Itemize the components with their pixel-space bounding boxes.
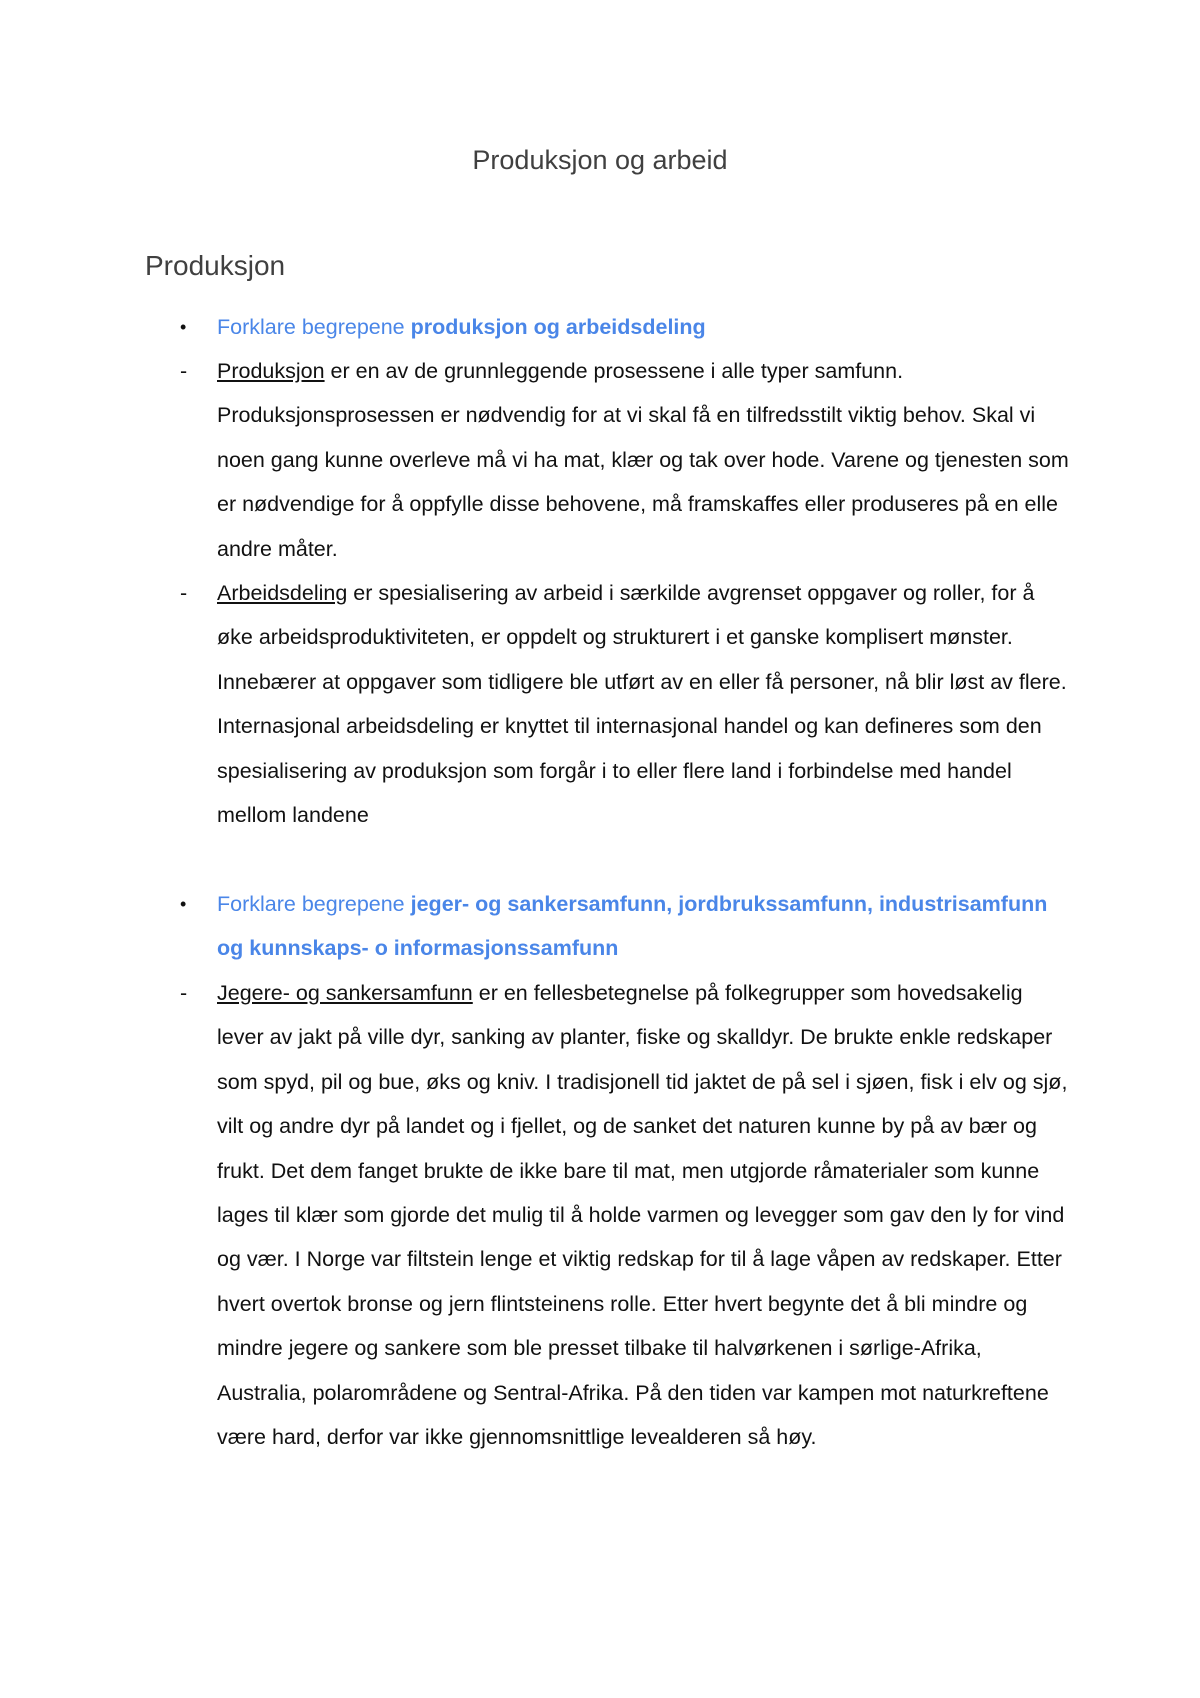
dash-item-arbeidsdeling — [180, 571, 1072, 837]
term-arbeidsdeling: Arbeidsdeling — [217, 581, 348, 605]
definition-produksjon: er en av de grunnleggende prosessene i alle typer samfunn. Produksjonsprosessen er nødvendig for at vi skal få en tilfredsstilt viktig behov. Skal vi noen gang kunne overleve må vi ha mat, klær og tak over hode. Varene og tjenesten som er nødvendige for å oppfylle disse behovene, må framskaffes eller produseres på en elle andre måter. — [217, 359, 1069, 561]
bullet-marker: • — [180, 317, 187, 337]
term-produksjon: Produksjon — [217, 359, 325, 383]
term-jegere-og-sankersamfunn: Jegere- og sankersamfunn — [217, 981, 473, 1005]
bullet-marker: • — [180, 894, 187, 914]
bullet-terms: produksjon og arbeidsdeling — [410, 315, 706, 339]
dash-item-jegere-og-sankersamfunn — [180, 971, 1072, 1459]
section-heading: Produksjon — [145, 250, 286, 281]
bullet-item-1 — [180, 305, 1072, 349]
dash-marker: - — [180, 981, 188, 1005]
dash-marker: - — [180, 359, 188, 383]
dash-item-produksjon — [180, 349, 1072, 571]
bullet-prefix: Forklare begrepene — [217, 315, 411, 339]
definition-jegere-og-sankersamfunn: er en fellesbetegnelse på folkegrupper som hovedsakelig lever av jakt på ville dyr, sanking av planter, fiske og skalldyr. De brukte enkle redskaper som spyd, pil og bue, øks og kniv. I tradisjonell tid jaktet de på sel i sjøen, fisk i elv og sjø, vilt og andre dyr på landet og i fjellet, og de sanket det naturen kunne by på av bær og frukt. Det dem fanget brukte de ikke bare til mat, men utgjorde råmaterialer som kunne lages til klær som gjorde det mulig til å holde varmen og levegger som gav den ly for vind og vær. I Norge var filtstein lenge et viktig redskap for til å lage våpen av redskaper. Etter hvert overtok bronse og jern flintsteinens rolle. Etter hvert begynte det å bli mindre og mindre jegere og sankere som ble presset tilbake til halvørkenen i sørlige-Afrika, Australia, polarområdene og Sentral-Afrika. På den tiden var kampen mot naturkreftene være hard, derfor var ikke gjennomsnittlige levealderen så høy. — [217, 981, 1068, 1450]
definition-arbeidsdeling: er spesialisering av arbeid i særkilde avgrenset oppgaver og roller, for å øke arbeidsproduktiviteten, er oppdelt og strukturert i et ganske komplisert mønster. Innebærer at oppgaver som tidligere ble utført av en eller få personer, nå blir løst av flere. Internasjonal arbeidsdeling er knyttet til internasjonal handel og kan defineres som den spesialisering av produksjon som forgår i to eller flere land i forbindelse med handel mellom landene — [217, 581, 1067, 828]
bullet-prefix: Forklare begrepene — [217, 892, 411, 916]
dash-marker: - — [180, 581, 188, 605]
bullet-terms: jeger- og sankersamfunn, jordbrukssamfunn, industrisamfunn og kunnskaps- o informasjonssamfunn — [217, 892, 1048, 961]
bullet-item-2 — [180, 882, 1072, 971]
document-title: Produksjon og arbeid — [472, 145, 728, 175]
